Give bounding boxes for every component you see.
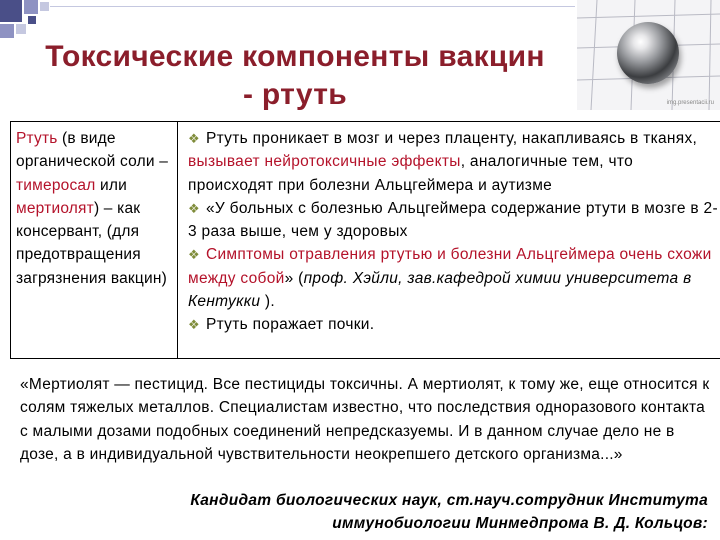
diamond-bullet-icon: ❖ <box>188 200 200 216</box>
right-cell <box>188 127 718 337</box>
diamond-bullet-icon: ❖ <box>188 317 200 333</box>
left-text: ) – как консервант, (для предотвращения загрязнения вакцин) <box>16 199 167 287</box>
bullet-item <box>188 243 718 313</box>
signature-line-1: Кандидат биологических наук, ст.науч.сотрудник Института <box>190 492 708 509</box>
left-text: или <box>95 176 127 194</box>
deco-square <box>16 24 26 34</box>
quote-text: «Мертиолят — пестицид. Все пестициды токсичны. А мертиолят, к тому же, еще относится к солям тяжелых металлов. Специалистам известно, что последствия одноразового контакта с малыми дозами подобных соединений непредсказуемы. И в данном случае дело не в дозе, а в индивидуальной чувствительности неокрепшего детского организма...» <box>20 376 710 463</box>
bullet-item <box>188 197 718 244</box>
title-line-1: Токсические компоненты вакцин <box>45 40 545 73</box>
mercury-term: Ртуть <box>16 130 58 147</box>
deco-square <box>40 2 49 11</box>
mercury-drop-icon <box>617 22 679 84</box>
bullet-text-highlight: Симптомы отравления ртутью и болезни Альцгеймера очень схожи между собой <box>188 246 712 287</box>
bullet-text: » ( <box>284 269 304 287</box>
deco-square <box>28 16 36 24</box>
left-cell <box>16 127 174 290</box>
title-line-2: - ртуть <box>243 78 347 111</box>
mercury-photo <box>577 0 720 110</box>
bullet-text: ). <box>260 293 275 311</box>
deco-square <box>24 0 38 14</box>
header-line <box>50 6 575 7</box>
image-credit: img.presentacii.ru <box>666 100 714 106</box>
deco-square <box>0 0 22 22</box>
deco-square <box>0 24 14 38</box>
bullet-item <box>188 127 718 197</box>
bullet-text: «У больных с болезнью Альцгеймера содержание ртути в мозге в 2-3 раза выше, чем у здоровых <box>188 199 718 241</box>
bullet-text-highlight: вызывает нейротоксичные эффекты <box>188 153 461 171</box>
left-text: (в виде органической соли – <box>16 130 169 171</box>
bullet-item <box>188 313 718 336</box>
bullet-text: , аналогичные тем, что происходят при болезни Альцгеймера и аутизме <box>188 153 634 194</box>
content-table <box>10 121 720 359</box>
table-divider <box>177 122 178 358</box>
merthiolate-term: мертиолят <box>16 199 94 217</box>
slide-title <box>20 38 570 114</box>
diamond-bullet-icon: ❖ <box>188 131 200 146</box>
bullet-text: Ртуть поражает почки. <box>205 316 375 334</box>
thimerosal-term: тимеросал <box>16 176 96 194</box>
quote-signature <box>108 489 708 536</box>
diamond-bullet-icon: ❖ <box>188 247 200 263</box>
signature-line-2: иммунобиологии Минмедпрома В. Д. Кольцов: <box>332 515 708 533</box>
bullet-text-italic: проф. Хэйли, зав.кафедрой химии университета в Кентукки <box>188 269 692 311</box>
bullet-text: Ртуть проникает в мозг и через плаценту, накапливаясь в тканях, <box>205 130 698 147</box>
